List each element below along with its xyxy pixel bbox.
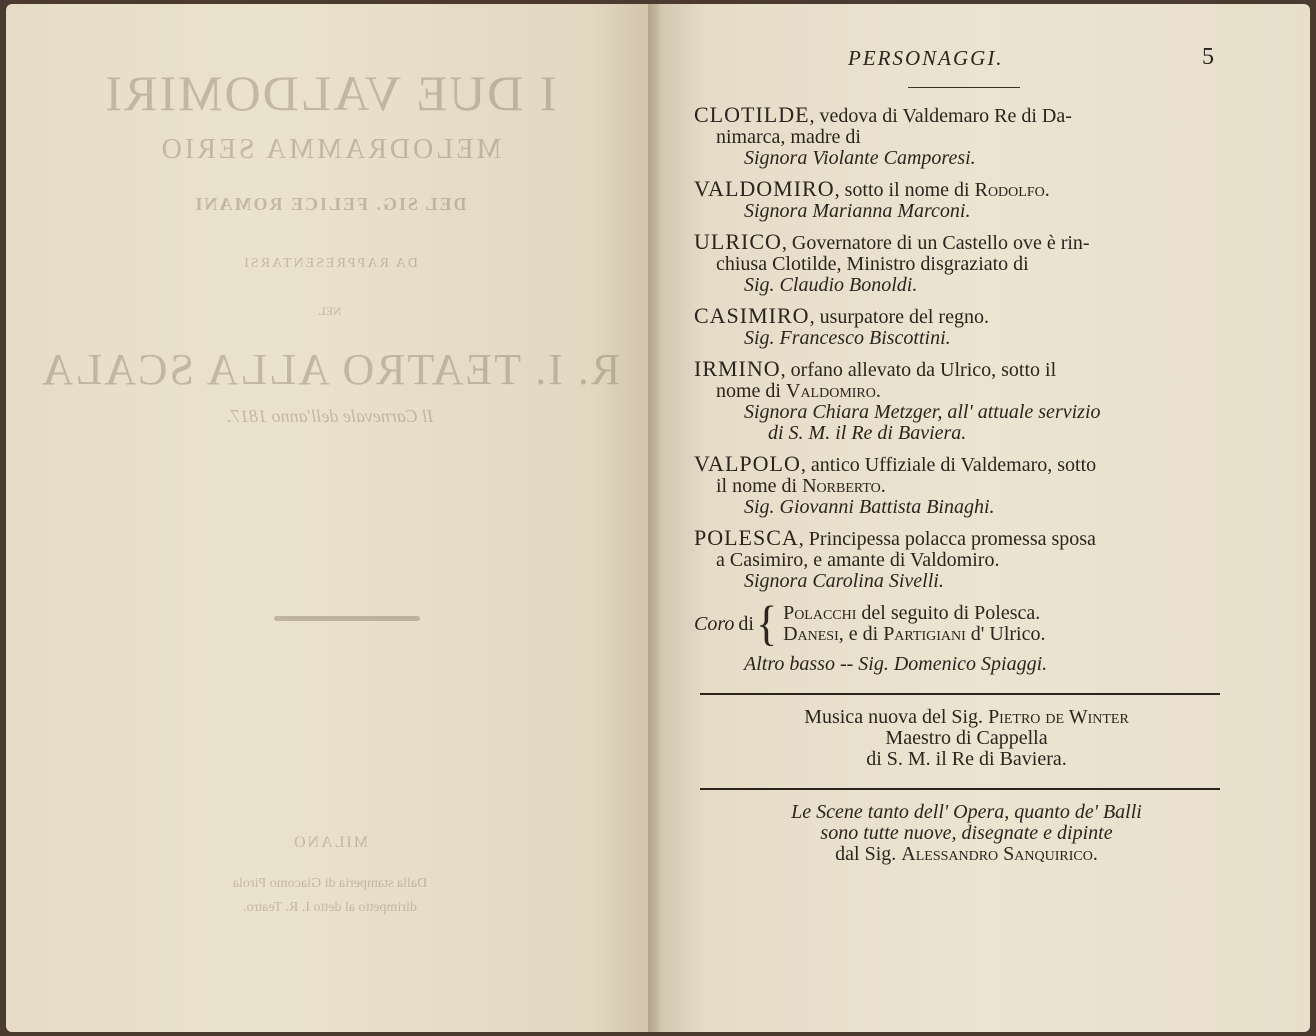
character-description-cont: chiusa Clotilde, Ministro disgraziato di [716, 253, 1029, 275]
performer-name: Sig. Giovanni Battista Binaghi. [744, 496, 995, 518]
running-head: PERSONAGGI. [848, 46, 1004, 70]
performer-name: Signora Chiara Metzger, all' attuale servizio [744, 401, 1101, 423]
cast-entry-casimiro [694, 305, 1239, 349]
composer-name: Pietro de Winter [988, 706, 1129, 728]
chorus-di: di [738, 612, 754, 635]
bleed-through-nel: NEL [318, 304, 342, 318]
page-number: 5 [1202, 44, 1214, 70]
chorus-groups [783, 603, 1045, 645]
cast-entry-ulrico [694, 231, 1239, 296]
alias-name: Norberto [802, 475, 881, 497]
cast-entry-irmino [694, 358, 1239, 444]
performer-note: di S. M. il Re di Baviera. [768, 422, 967, 444]
punctuation: . [880, 475, 886, 497]
cast-entry-clotilde [694, 104, 1239, 169]
alias-name: Rodolfo [974, 179, 1045, 201]
music-credit [694, 707, 1239, 770]
performer-name: Signora Violante Camporesi. [744, 147, 976, 169]
character-description: , antico Uffiziale di Valdemaro, sotto [800, 454, 1097, 476]
punctuation: . [1044, 179, 1050, 201]
bleed-through-subtitle: MELODRAMMA SERIO [158, 134, 502, 165]
character-description-cont: il nome di [716, 475, 803, 497]
bleed-through-carnevale: Il Carnevale dell'anno 1817. [226, 406, 434, 426]
book-gutter [648, 4, 660, 1032]
cast-entry-polesca [694, 527, 1239, 592]
ornament-rule [274, 616, 420, 621]
cast-entry-valpolo [694, 453, 1239, 518]
chorus-group-name: Partigiani [883, 623, 966, 645]
divider-rule [700, 693, 1220, 695]
character-description: , orfano allevato da Ulrico, sotto il [780, 359, 1057, 381]
cast-entry-valdomiro [694, 178, 1239, 222]
alias-name: Valdomiro [786, 380, 876, 402]
performer-name: Signora Carolina Sivelli. [744, 570, 944, 592]
bleed-through-da: DA RAPPRESENTARSI [242, 256, 418, 271]
chorus-group-name: Danesi [783, 623, 839, 645]
character-name: IRMINO [694, 356, 781, 381]
character-name: VALDOMIRO [694, 176, 835, 201]
punctuation: . [1092, 843, 1098, 865]
character-name: CLOTILDE [694, 102, 810, 127]
bleed-through-title: I DUE VALDOMIRI [103, 65, 557, 121]
bleed-through-printer-2: dirimpetto al detto I. R. Teatro. [243, 900, 417, 915]
character-description: , Governatore di un Castello ove è rin- [781, 232, 1090, 254]
music-credit-line2: Maestro di Cappella [885, 727, 1048, 749]
chorus-entry [694, 596, 1239, 651]
character-description: , usurpatore del regno. [809, 306, 989, 328]
chorus-group-desc: del seguito di Polesca. [856, 602, 1041, 624]
chorus-group-name: Polacchi [783, 602, 857, 624]
bleed-through-milano: MILANO [292, 834, 368, 851]
chorus-group-desc: d' Ulrico. [965, 623, 1046, 645]
character-description-cont: a Casimiro, e amante di Valdomiro. [716, 549, 1000, 571]
music-credit-line1: Musica nuova del Sig. [804, 706, 989, 728]
performer-name: Sig. Claudio Bonoldi. [744, 274, 918, 296]
cast-list-page [694, 44, 1239, 865]
character-name: ULRICO [694, 229, 782, 254]
left-page [6, 4, 654, 1032]
performer-name: Signora Marianna Marconi. [744, 200, 971, 222]
page-header [694, 44, 1239, 74]
divider-rule [700, 788, 1220, 790]
scenery-credit-line1: Le Scene tanto dell' Opera, quanto de' Balli [791, 801, 1142, 823]
character-description: , sotto il nome di [834, 179, 975, 201]
character-description: , vedova di Valdemaro Re di Da- [809, 105, 1072, 127]
scenery-credit-line2: sono tutte nuove, disegnate e dipinte [820, 822, 1113, 844]
additional-performer: Altro basso -- Sig. Domenico Spiaggi. [744, 653, 1048, 675]
cast-list [694, 104, 1239, 675]
scenery-credit [694, 802, 1239, 865]
header-rule [908, 87, 1020, 88]
chorus-group-desc: , e di [838, 623, 884, 645]
character-name: VALPOLO [694, 451, 801, 476]
bleed-through-printer-1: Dalla stamperia di Giacomo Pirola [232, 876, 428, 891]
character-description-cont: nome di [716, 380, 786, 402]
performer-name: Sig. Francesco Biscottini. [744, 327, 951, 349]
character-description-cont: nimarca, madre di [716, 126, 861, 148]
bleed-through-teatro: R. I. TEATRO ALLA SCALA [39, 345, 621, 394]
bleed-through-author: DEL SIG. FELICE ROMANI [193, 194, 467, 214]
designer-name: Alessandro Sanquirico [901, 843, 1093, 865]
scenery-credit-line3: dal Sig. [835, 843, 902, 865]
character-name: POLESCA [694, 525, 799, 550]
punctuation: . [875, 380, 881, 402]
character-description: , Principessa polacca promessa sposa [798, 528, 1096, 550]
brace-icon: { [755, 596, 778, 651]
character-name: CASIMIRO [694, 303, 810, 328]
chorus-label: Coro [694, 612, 735, 635]
music-credit-line3: di S. M. il Re di Baviera. [866, 748, 1067, 770]
